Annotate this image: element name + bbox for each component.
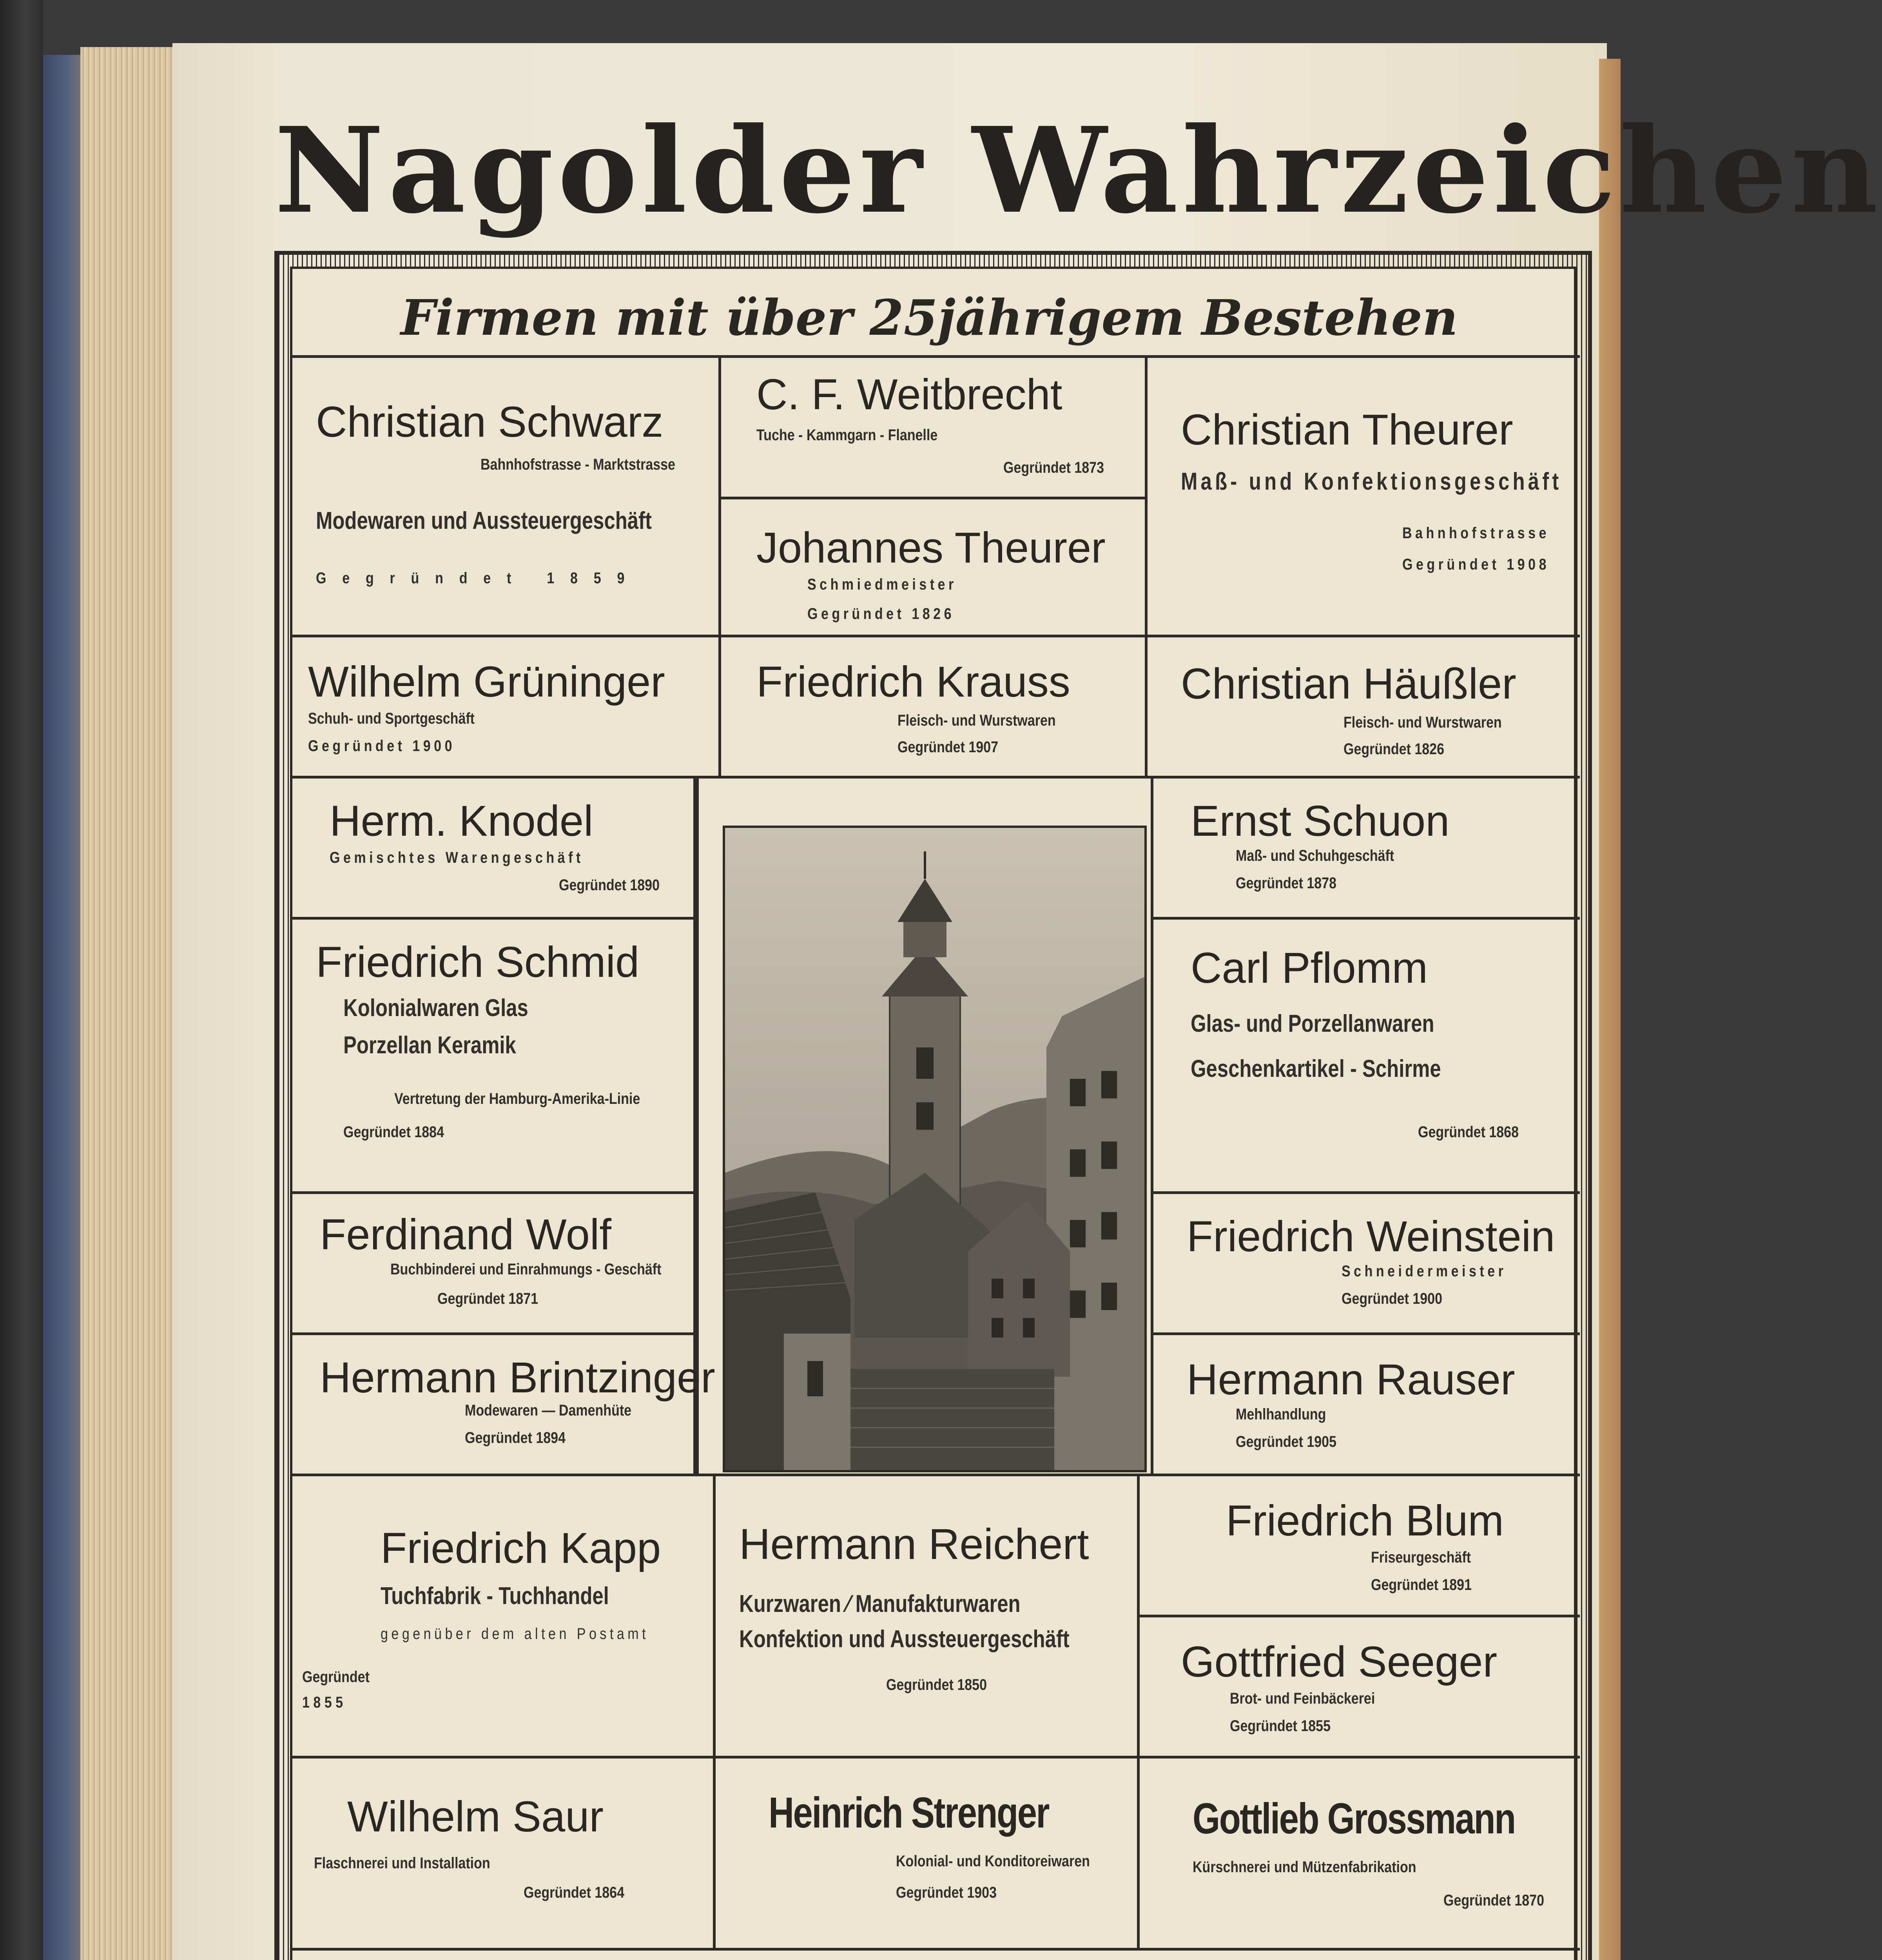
firm-line: Gemischtes Warengeschäft (330, 849, 584, 866)
firm-line: Kürschnerei und Mützenfabrikation (1193, 1858, 1416, 1876)
firm-brintzinger (292, 1335, 715, 1476)
firm-address: Bahnhofstrasse (1402, 524, 1550, 542)
advert-panel (290, 267, 1576, 1960)
firm-line: Fleisch- und Wurstwaren (897, 712, 1056, 729)
firm-schuon (1151, 779, 1580, 920)
firm-name: C. F. Weitbrecht (756, 370, 1062, 419)
firm-line2: Konfektion und Aussteuergeschäft (739, 1626, 1070, 1653)
firm-line: Maß- und Konfektionsgeschäft (1181, 468, 1562, 495)
firm-name: Friedrich Krauss (756, 658, 1070, 706)
firm-name: Wilhelm Saur (347, 1793, 604, 1841)
firm-name: Friedrich Kapp (381, 1524, 661, 1572)
photo-column-divider-right (1151, 779, 1153, 1476)
firm-name: Friedrich Weinstein (1187, 1212, 1555, 1261)
firm-line1: Tuchfabrik - Tuchhandel (381, 1583, 609, 1610)
firm-founded: Gegründet 1907 (897, 739, 998, 756)
firm-grueninger (292, 637, 721, 779)
firm-founded: Gegründet 1891 (1371, 1576, 1472, 1593)
firm-name: Friedrich Blum (1226, 1497, 1504, 1545)
firm-blum (1140, 1476, 1580, 1617)
masthead-title: Nagolder Wahrzeichen (274, 101, 1882, 240)
firm-name: Christian Häußler (1181, 660, 1516, 708)
firm-seeger (1140, 1617, 1580, 1759)
firm-name: Heinrich Strenger (769, 1789, 1049, 1837)
firm-founded: Gegründet 1878 (1236, 875, 1336, 892)
firm-name: Herm. Knodel (330, 797, 593, 845)
photo-column-divider-left (696, 779, 699, 1476)
firm-kapp (292, 1476, 716, 1759)
firm-line2: gegenüber dem alten Postamt (381, 1625, 649, 1642)
firm-founded: Gegründet 1900 (1342, 1290, 1442, 1307)
firm-line2: Geschenkartikel - Schirme (1191, 1055, 1441, 1082)
firm-jtheurer (721, 499, 1148, 637)
firm-founded: Gegründet 1850 (886, 1676, 987, 1693)
firm-name: Hermann Rauser (1187, 1356, 1515, 1404)
book-spine (0, 0, 43, 1960)
firm-ctheurer (1148, 355, 1580, 637)
firm-founded: Gegründet 1900 (308, 737, 455, 755)
firm-schmid (292, 920, 696, 1194)
firm-knodel (292, 779, 696, 920)
firm-rauser (1151, 1335, 1580, 1476)
firm-name: Christian Schwarz (316, 398, 664, 446)
firm-founded: Gegründet 1903 (896, 1884, 997, 1901)
page-edges (80, 47, 182, 1960)
firm-founded: Gegründet 1826 (1344, 740, 1444, 758)
firm-grossmann (1140, 1759, 1580, 1951)
firm-founded: Gegründet 1826 (807, 605, 955, 622)
firm-line1: Glas- und Porzellanwaren (1191, 1010, 1434, 1037)
firm-line: Fleisch- und Wurstwaren (1344, 714, 1502, 731)
subtitle: Firmen mit über 25jährigem Bestehen (401, 289, 1458, 347)
firm-name: Ferdinand Wolf (320, 1210, 611, 1259)
firm-line: Buchbinderei und Einrahmungs - Geschäft (390, 1261, 662, 1278)
firm-weitbrecht (721, 355, 1148, 499)
middle-section-bottom (292, 1474, 1580, 1476)
firm-weinstein (1151, 1194, 1580, 1335)
firm-founded: Gegründet 1884 (343, 1123, 444, 1141)
firm-name: Friedrich Schmid (316, 938, 640, 986)
firm-name: Gottfried Seeger (1181, 1638, 1498, 1686)
firm-line: Friseurgeschäft (1371, 1549, 1471, 1566)
firm-name: Gottlieb Grossmann (1193, 1795, 1515, 1843)
firm-pflomm (1151, 920, 1580, 1194)
firm-line: Schmiedmeister (807, 576, 957, 593)
firm-name: Ernst Schuon (1191, 797, 1450, 845)
firm-line1: Kurzwaren ⁄ Manufakturwaren (739, 1590, 1021, 1617)
firm-founded: Gegründet 1870 (1443, 1892, 1544, 1909)
firm-founded: Gegründet 1855 (1230, 1717, 1331, 1735)
firm-founded: Gegründet 1859 (316, 570, 641, 587)
firm-founded: Gegründet 1894 (465, 1429, 566, 1446)
firm-founded: Gegründet 1864 (524, 1884, 624, 1901)
firm-line: Flaschnerei und Installation (314, 1855, 490, 1872)
firm-founded: Gegründet 1905 (1236, 1433, 1336, 1450)
next-page-edge (1599, 59, 1621, 1960)
firm-name: Hermann Brintzinger (320, 1354, 715, 1402)
firm-haeussler (1148, 637, 1580, 779)
firm-reichert (716, 1476, 1140, 1759)
firm-founded: Gegründet 1871 (437, 1290, 538, 1307)
firm-name: Christian Theurer (1181, 406, 1513, 454)
firm-line: Schuh- und Sportgeschäft (308, 710, 475, 727)
firm-line: Brot- und Feinbäckerei (1230, 1690, 1375, 1707)
firm-founded-year: 1 8 5 5 (302, 1694, 343, 1711)
firm-line: Modewaren und Aussteuergeschäft (316, 507, 652, 534)
firm-krauss (721, 637, 1148, 779)
firm-strenger (716, 1759, 1140, 1951)
firm-line1: Kolonialwaren Glas (343, 995, 528, 1022)
firm-line: Modewaren — Damenhüte (465, 1402, 632, 1419)
church-photo-image (725, 828, 1144, 1470)
firm-line: Tuche - Kammgarn - Flanelle (756, 426, 938, 444)
firm-line: Schneidermeister (1342, 1263, 1507, 1280)
firm-line: Mehlhandlung (1236, 1406, 1326, 1423)
firm-line3: Vertretung der Hamburg-Amerika-Linie (394, 1090, 640, 1107)
firm-founded-label: Gegründet (302, 1668, 370, 1686)
firm-name: Johannes Theurer (756, 524, 1106, 572)
firm-line: Maß- und Schuhgeschäft (1236, 847, 1394, 864)
firm-founded: Gegründet 1890 (559, 877, 660, 894)
firm-line: Kolonial- und Konditoreiwaren (896, 1853, 1090, 1870)
firm-founded: Gegründet 1873 (1003, 459, 1104, 476)
firm-address: Bahnhofstrasse - Marktstrasse (480, 456, 675, 473)
firm-name: Hermann Reichert (739, 1520, 1089, 1568)
firm-founded: Gegründet 1868 (1418, 1123, 1519, 1141)
firm-name: Carl Pflomm (1191, 944, 1428, 992)
church-tower-photo (723, 826, 1147, 1472)
firm-founded: Gegründet 1908 (1402, 556, 1550, 573)
firm-line2: Porzellan Keramik (343, 1032, 516, 1059)
firm-wolf (292, 1194, 696, 1335)
firm-name: Wilhelm Grüninger (308, 658, 665, 706)
advert-frame (274, 251, 1592, 1960)
firm-saur (292, 1759, 716, 1951)
firm-schwarz (292, 355, 721, 637)
